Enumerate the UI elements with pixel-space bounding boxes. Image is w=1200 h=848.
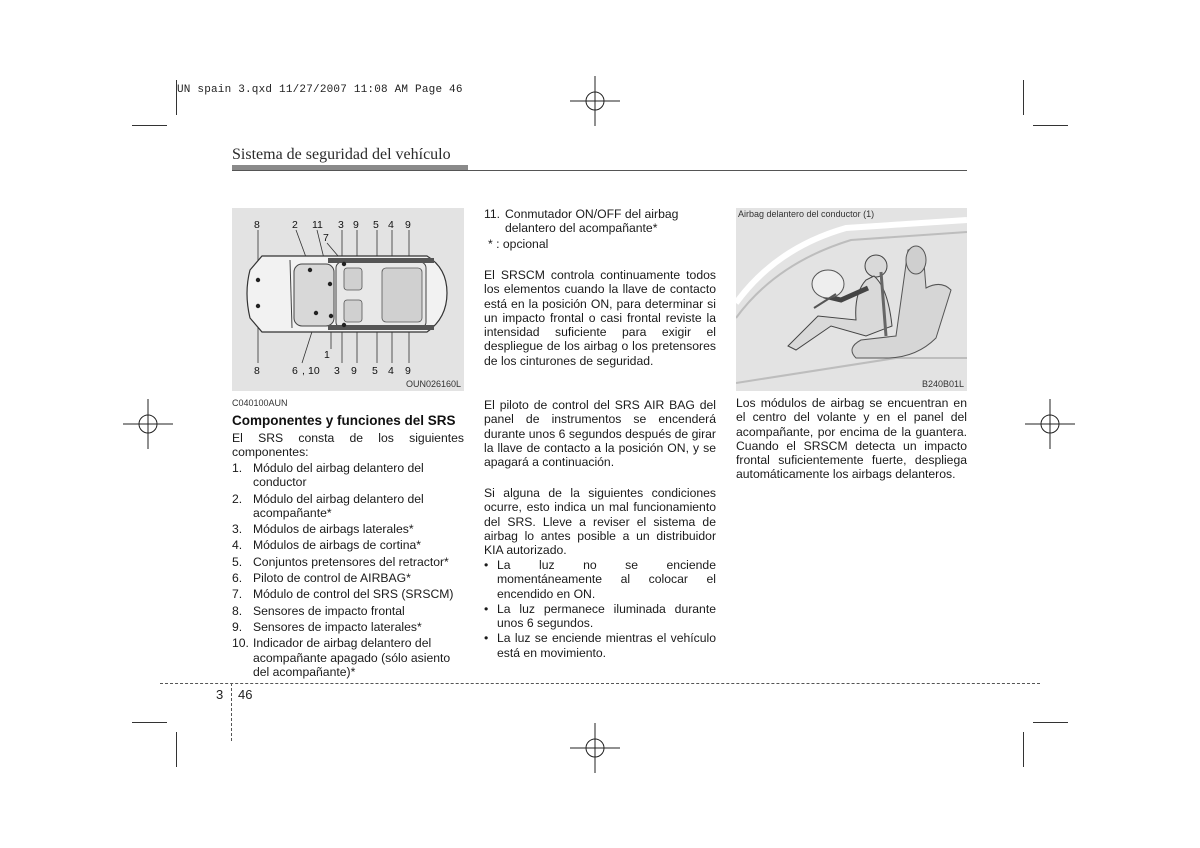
list-item: 4. Módulos de airbags de cortina* [232,538,422,553]
label-top-1: 8 [254,219,260,231]
list-item: 1. Módulo del airbag delantero del conductor [232,461,424,490]
label-bottom-7: 4 [388,365,394,377]
srscm-paragraph: El SRSCM controla continuamente todos los elementos cuando la llave de contacto está en la posición ON, para determinar si un impacto frontal o casi frontal reviste la intensidad suficiente para exigir el despliegue de los airbag o los pretensores de los cinturones de seguridad. [484,268,716,368]
label-top-4: 3 [338,219,344,231]
components-list [232,461,464,679]
figure-caption: Airbag delantero del conductor (1) [738,209,875,219]
driver-airbag-figure [736,208,967,391]
label-top-8: 9 [405,219,411,231]
list-item: 2. Módulo del airbag delantero del acompañante* [232,491,424,520]
footer-dashed-divider [231,683,232,741]
label-7: 7 [323,232,329,244]
label-top-5: 9 [353,219,359,231]
header-rule-line [232,170,967,171]
registration-mark-left [123,399,173,449]
running-header: Sistema de seguridad del vehículo [232,146,451,163]
intro-paragraph: El SRS consta de los siguientes componentes: [232,431,464,460]
crop-mark-tr-v [1023,80,1024,115]
optional-note: * : opcional [488,237,549,251]
crop-mark-br-h [1033,722,1068,723]
airbag-location-paragraph: Los módulos de airbag se encuentran en el centro del volante y en el panel del acompañante, por encima de la guantera. Cuando el SRSCM detecta un impacto frontal suficientemente fuerte, despliega automáticamente los airbags delanteros. [736,396,967,482]
list-item: • La luz se enciende mientras el vehículo está en movimiento. [484,631,716,660]
crop-mark-br-v [1023,732,1024,767]
list-item: 3. Módulos de airbags laterales* [232,522,414,537]
section-code: C040100AUN [232,398,288,408]
crop-mark-tl-h [132,125,167,126]
list-item: 6. Piloto de control de AIRBAG* [232,571,411,586]
label-top-6: 5 [373,219,379,231]
item-11: 11. Conmutador ON/OFF del airbag delantero del acompañante* [484,207,679,236]
list-item: 9. Sensores de impacto laterales* [232,619,422,634]
print-slug: UN spain 3.qxd 11/27/2007 11:08 AM Page 46 [177,84,463,96]
footer-dashed-rule [160,683,1040,684]
label-bottom-comma: , [302,365,305,377]
registration-mark-bottom [570,723,620,773]
list-item: 7. Módulo de control del SRS (SRSCM) [232,587,454,602]
malfunction-list [484,558,716,660]
list-item: 10. Indicador de airbag delantero del acompañante apagado (sólo asiento del acompañante)* [232,636,451,679]
label-top-3: 11 [312,219,323,231]
car-topview-diagram [232,208,464,391]
label-bottom-1: 8 [254,365,260,377]
label-bottom-6: 5 [372,365,378,377]
airbag-components-figure [232,208,464,391]
list-item: 8. Sensores de impacto frontal [232,603,405,618]
list-item: • La luz no se enciende momentáneamente al colocar el encendido en ON. [484,558,716,601]
driver-illustration [736,208,967,391]
label-bottom-8: 9 [405,365,411,377]
page-number: 46 [238,687,253,702]
label-bottom-2: 6 [292,365,298,377]
registration-mark-right [1025,399,1075,449]
malfunction-paragraph: Si alguna de la siguientes condiciones ocurre, esto indica un mal funcionamiento del SRS. Lleve a reviser el sistema de airbag lo antes posible a un distribuidor KIA autorizado. [484,486,716,558]
label-bottom-4: 3 [334,365,340,377]
label-bottom-3: 10 [308,365,320,377]
section-heading: Componentes y funciones del SRS [232,413,456,428]
crop-mark-bl-v [176,732,177,767]
list-item: 5. Conjuntos pretensores del retractor* [232,554,449,569]
registration-mark-top [570,76,620,126]
crop-mark-tr-h [1033,125,1068,126]
label-1: 1 [324,349,330,361]
figure-code: B240B01L [921,379,964,389]
crop-mark-bl-h [132,722,167,723]
warning-light-paragraph: El piloto de control del SRS AIR BAG del panel de instrumentos se encenderá durante unos 6 segundos después de girar la llave de contacto a la posición ON, y se apagará a continuación. [484,398,716,470]
chapter-number: 3 [216,687,224,702]
list-item: • La luz permanece iluminada durante unos 6 segundos. [484,602,716,631]
figure-code: OUN026160L [405,379,461,389]
label-top-2: 2 [292,219,298,231]
label-top-7: 4 [388,219,394,231]
label-bottom-5: 9 [351,365,357,377]
